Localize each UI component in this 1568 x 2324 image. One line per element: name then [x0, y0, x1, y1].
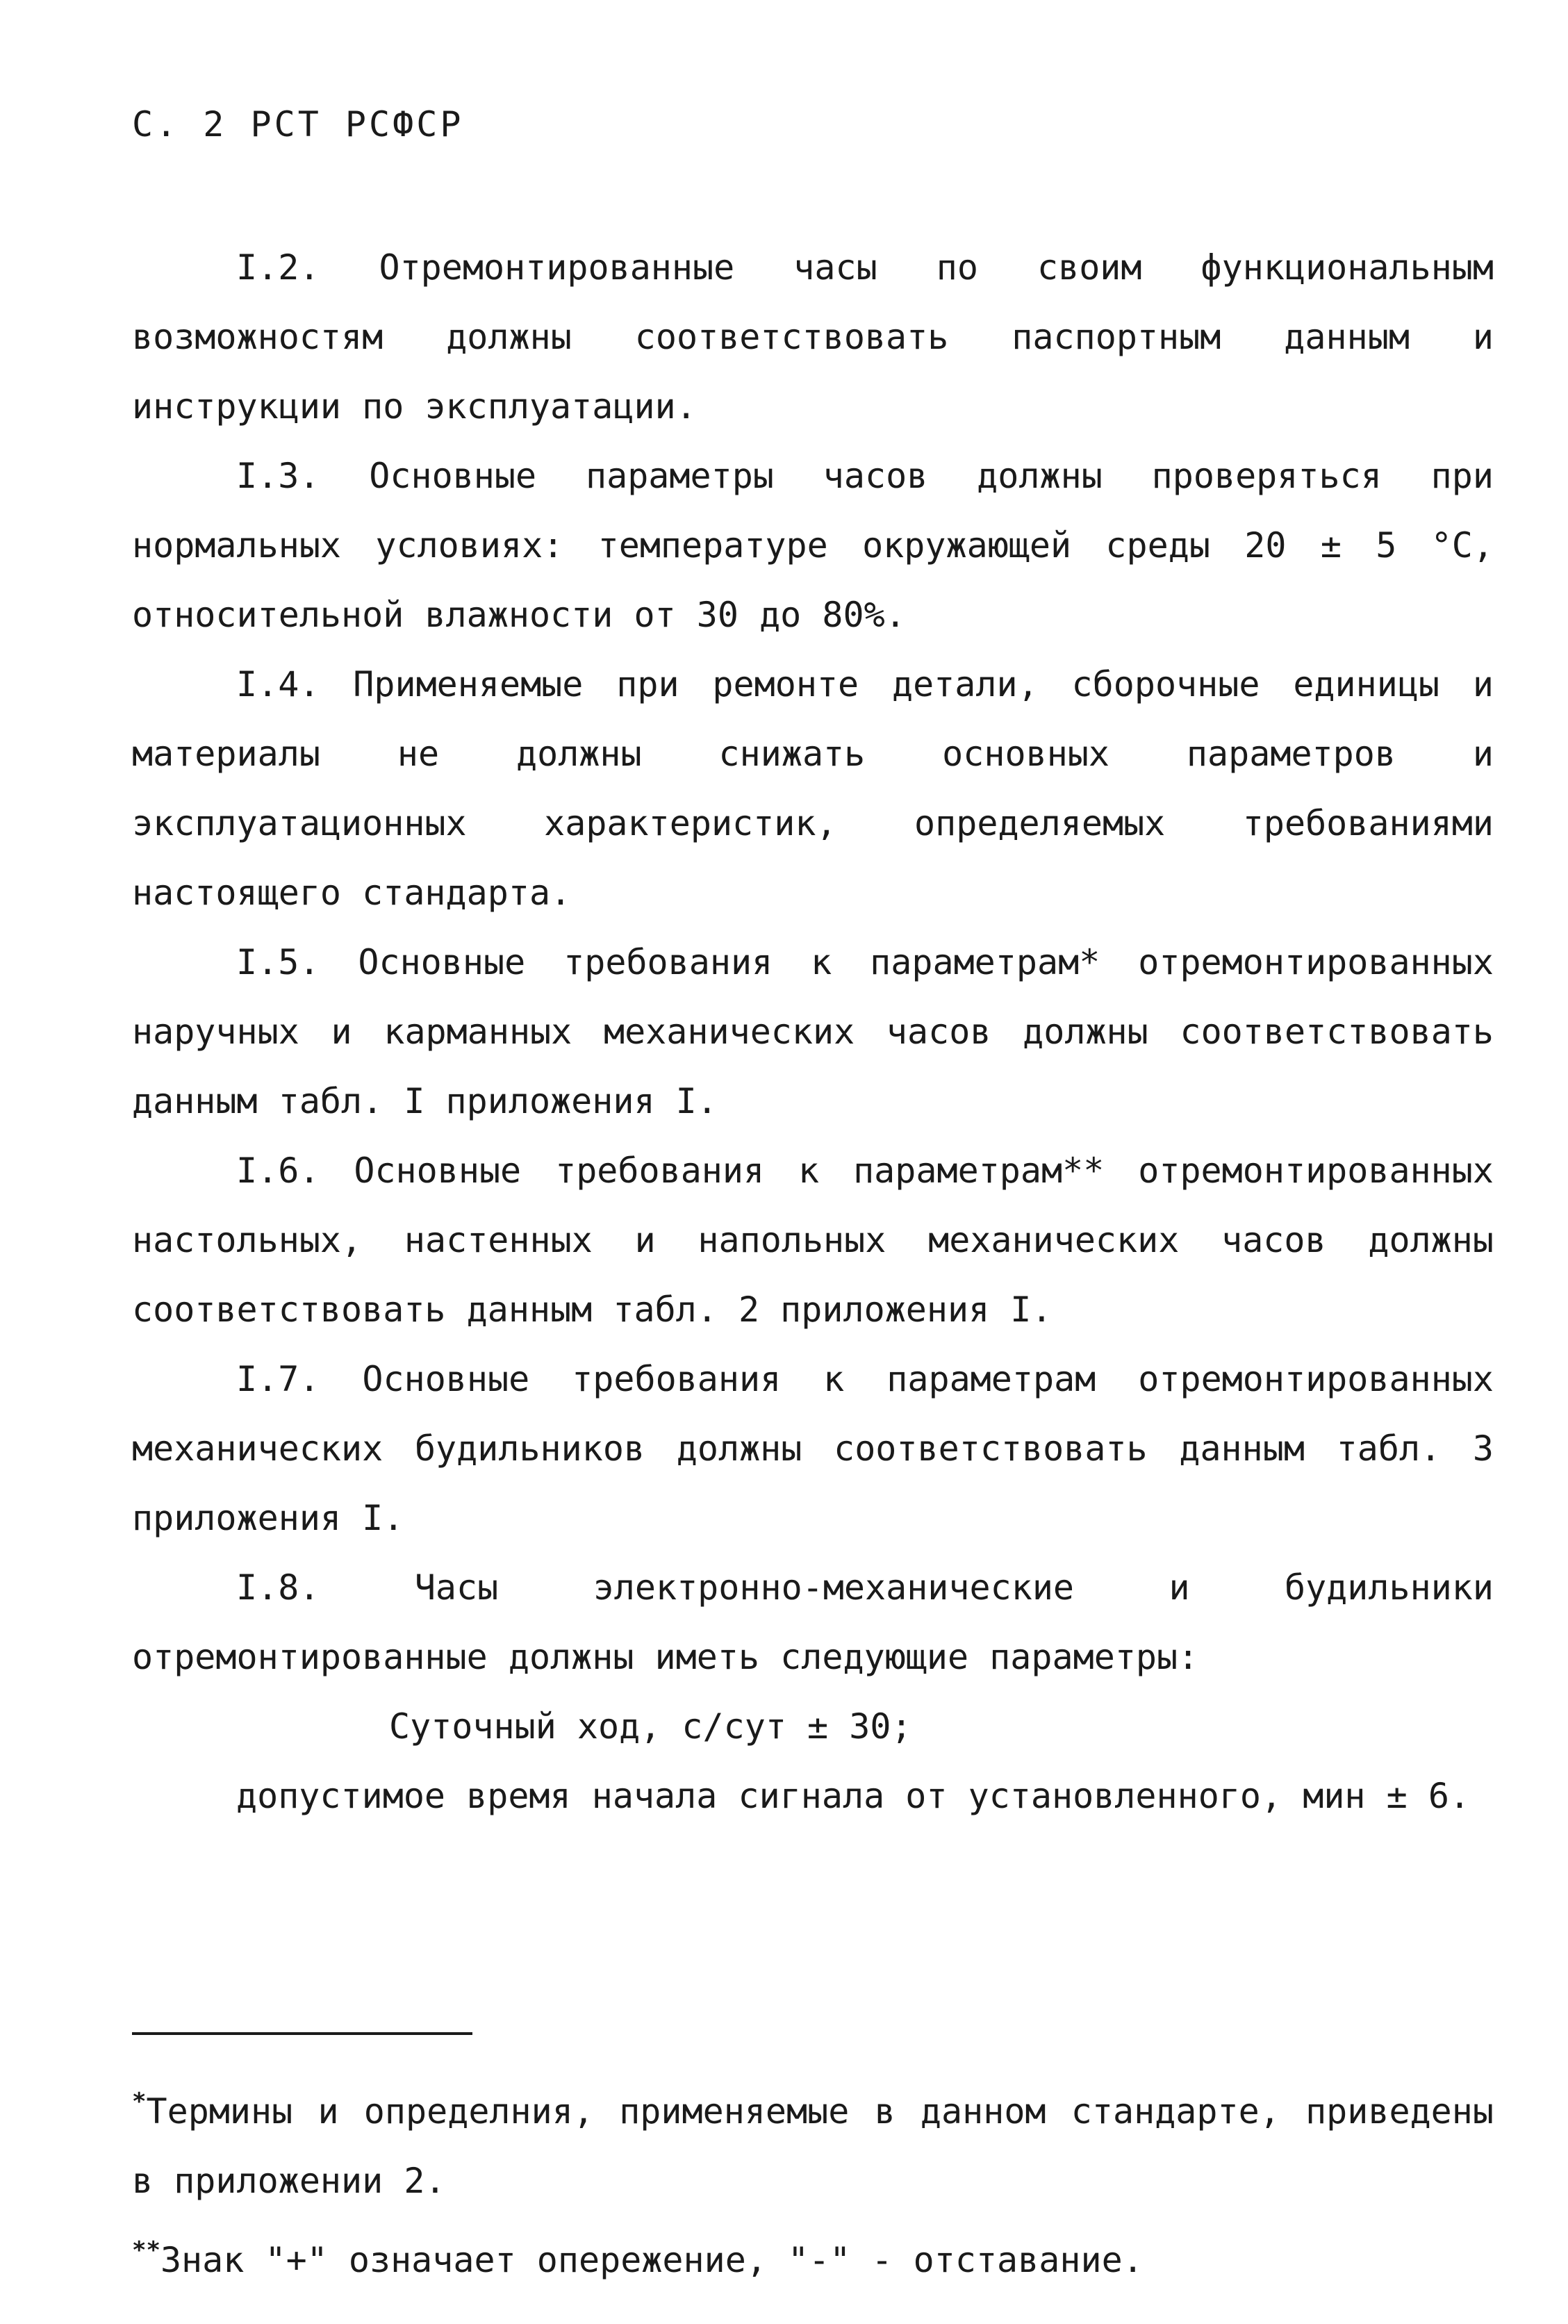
footnote-1-mark: *: [132, 2088, 147, 2116]
signal-time-formula: допустимое время начала сигнала от установленного, мин ± 6.: [236, 1776, 1471, 1816]
daily-rate-formula: Суточный ход, с/сут ± 30;: [389, 1706, 912, 1747]
paragraph-1-2: I.2. Отремонтированные часы по своим функциональным возможностям должны соответствовать паспортным данным и инструкции по эксплуатации.: [132, 247, 1494, 427]
footnote-2-mark: **: [132, 2236, 160, 2264]
paragraph-1-5: I.5. Основные требования к параметрам* отремонтированных наручных и карманных механических часов должны соответствовать данным табл. I приложения I.: [132, 942, 1494, 1121]
page-header: С. 2 РСТ РСФСР: [132, 104, 464, 145]
paragraph-1-4: I.4. Применяемые при ремонте детали, сборочные единицы и материалы не должны снижать основных параметров и эксплуатационных характеристик, определяемых требованиями настоящего стандарта.: [132, 664, 1494, 913]
footnotes: [132, 2067, 1494, 2295]
paragraph-1-7: I.7. Основные требования к параметрам отремонтированных механических будильников должны соответствовать данным табл. 3 приложения I.: [132, 1359, 1494, 1538]
document-body: [132, 233, 1494, 1831]
paragraph-1-8: I.8. Часы электронно-механические и будильники отремонтированные должны иметь следующие параметры:: [132, 1567, 1494, 1677]
footnote-divider: [132, 2032, 472, 2035]
paragraph-1-6: I.6. Основные требования к параметрам** отремонтированных настольных, настенных и напольных механических часов должны соответствовать данным табл. 2 приложения I.: [132, 1151, 1494, 1330]
footnote-1-text: Термины и определния, применяемые в данном стандарте, приведены в приложении 2.: [132, 2091, 1494, 2201]
footnote-1: [132, 2067, 1494, 2216]
paragraph-1-3: I.3. Основные параметры часов должны проверяться при нормальных условиях: температуре окружающей среды 20 ± 5 °С, относительной влажности от 30 до 80%.: [132, 456, 1494, 635]
footnote-2-text: Знак "+" означает опережение, "-" - отставание.: [160, 2240, 1144, 2280]
footnote-2: [132, 2216, 1494, 2295]
